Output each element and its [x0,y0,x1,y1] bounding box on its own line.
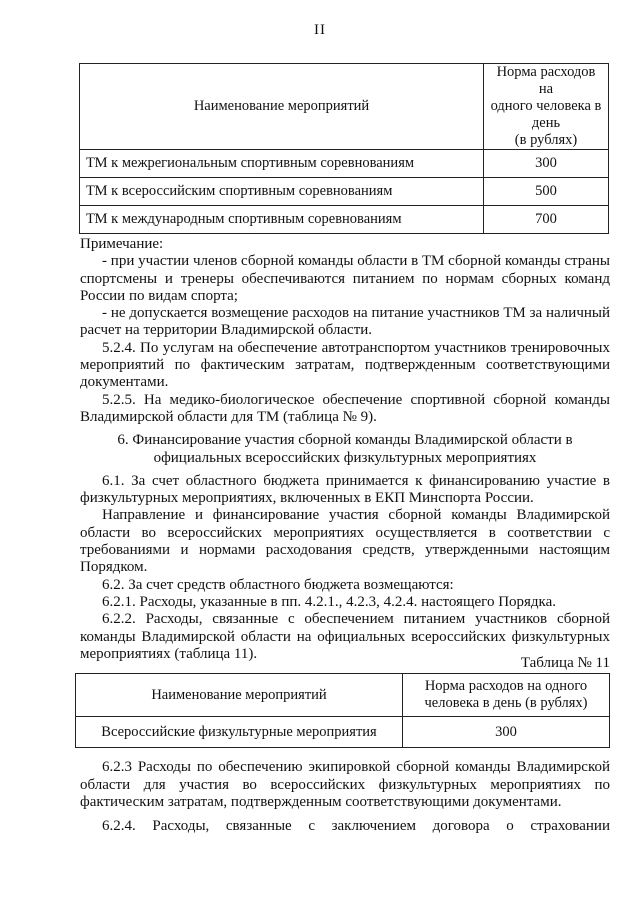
paragraph-6-2-2: 6.2.2. Расходы, связанные с обеспечением питанием участников сборной команды Владимирской области на официальных всероссийских физкультурных мероприятиях (таблица 11). [80,611,610,662]
paragraph-6-2: 6.2. За счет средств областного бюджета возмещаются: [102,576,454,593]
table-row [80,178,609,206]
paragraph-5-2-5: 5.2.5. На медико-биологическое обеспечение спортивной сборной команды Владимирской области для ТМ (таблица № 9). [80,391,610,425]
row-name: ТМ к межрегиональным спортивным соревнованиям [80,150,484,178]
body-text [80,236,610,663]
row-value: 700 [484,206,609,234]
table-11-label: Таблица № 11 [520,655,610,671]
note-heading: Примечание: [80,236,164,252]
header-line: человека в день (в рублях) [424,695,588,711]
row-name: Всероссийские физкультурные мероприятия [76,717,403,748]
paragraph-6-1: 6.1. За счет областного бюджета принимается к финансированию участие в физкультурных мероприятиях, включенных в ЕКП Минспорта России. [80,472,610,507]
paragraph-5-2-4: 5.2.4. По услугам на обеспечение автотранспортом участников тренировочных мероприятий по фактическим затратам, подтвержденным соответствующими документами. [80,339,610,391]
row-name: ТМ к всероссийским спортивным соревнованиям [80,178,484,206]
paragraph-6-2-4: 6.2.4. Расходы, связанные с заключением договора о страховании [102,817,610,834]
paragraph: Направление и финансирование участия сборной команды Владимирской области во всероссийских мероприятиях осуществляется в соответствии с требованиями и нормами расходования средств, утвержденными настоящим Порядком. [80,507,610,576]
table-header-norm [484,64,609,150]
note-item: - при участии членов сборной команды области в ТМ сборной команды страны спортсмены и тренеры обеспечиваются питанием по нормам сборных команд России по видам спорта; [80,253,610,304]
page-number: II [314,22,326,38]
header-line: Норма расходов на [496,64,596,97]
row-value: 300 [484,150,609,178]
row-value: 300 [403,717,610,748]
paragraph-6-2-1: 6.2.1. Расходы, указанные в пп. 4.2.1., 4.2.3, 4.2.4. настоящего Порядка. [102,593,557,610]
table-11 [75,673,610,748]
section-heading: 6. Финансирование участия сборной команды Владимирской области в официальных всероссийских физкультурных мероприятиях [117,432,573,466]
row-value: 500 [484,178,609,206]
table-header-name: Наименование мероприятий [80,64,484,150]
table-header-norm [403,674,610,717]
table-row [76,717,610,748]
header-line: Норма расходов на одного [424,678,588,694]
table-row [80,206,609,234]
row-name: ТМ к международным спортивным соревнованиям [80,206,484,234]
header-line: (в рублях) [514,132,578,148]
table-row [80,150,609,178]
header-line: одного человека в день [490,98,602,131]
meal-norms-table [79,63,609,234]
bottom-text [80,759,610,835]
note-item: - не допускается возмещение расходов на питание участников ТМ за наличный расчет на территории Владимирской области. [80,305,610,339]
table-header-name: Наименование мероприятий [76,674,403,717]
paragraph-6-2-3: 6.2.3 Расходы по обеспечению экипировкой сборной команды Владимирской области для участия во всероссийских физкультурных мероприятиях по фактическим затратам, подтвержденным соответствующими документами. [80,759,610,810]
